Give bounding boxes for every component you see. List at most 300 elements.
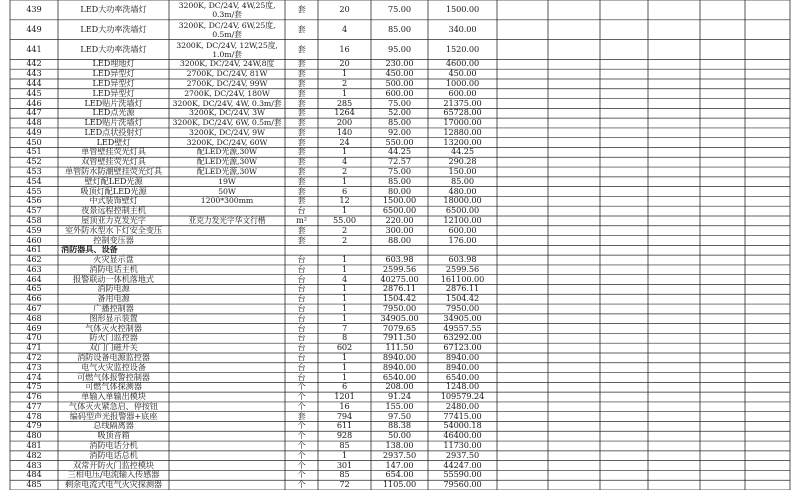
cell-spec: 2700K, DC/24V, 180W xyxy=(184,88,270,98)
cell-qty: 1 xyxy=(341,372,348,382)
cell-no: 485 xyxy=(26,480,42,490)
cell-name: 可燃气体探测器 xyxy=(85,382,142,392)
cell-no: 457 xyxy=(26,206,42,216)
cell-amount: 67123.00 xyxy=(443,343,482,353)
cell-spec xyxy=(169,441,285,451)
cell-spec: 3200K, DC/24V, 3W xyxy=(189,108,265,118)
cell-qty: 1 xyxy=(341,264,348,274)
cell-price: 8940.00 xyxy=(382,362,417,372)
cell-spec: 50W xyxy=(218,186,236,196)
cell-no: 471 xyxy=(26,343,42,353)
table-row xyxy=(0,118,800,128)
cell-no: 461 xyxy=(26,245,42,255)
cell-name: 图形显示装置 xyxy=(89,313,138,323)
cell-qty: 8 xyxy=(341,333,348,343)
cell-name: 消防电话主机 xyxy=(89,264,138,274)
cell-no: 456 xyxy=(26,196,42,206)
cell-amount: 161100.00 xyxy=(440,274,485,284)
cell-no: 483 xyxy=(26,460,42,470)
cell-spec: 亚克力发光字华文行楷 xyxy=(188,215,266,225)
cell-no: 484 xyxy=(26,470,42,480)
cell-name: 夜景远程控制主机 xyxy=(81,206,146,216)
cell-price: 97.50 xyxy=(388,411,411,421)
cell-amount: 600.00 xyxy=(448,88,477,98)
cell-qty: 1 xyxy=(341,362,348,372)
cell-amount: 79560.00 xyxy=(443,480,482,490)
cell-unit: 台 xyxy=(297,362,306,372)
cell-amount: 6500.00 xyxy=(445,206,480,216)
table-row xyxy=(0,89,800,99)
cell-amount xyxy=(428,245,497,255)
cell-price: 220.00 xyxy=(385,215,414,225)
cell-price: 52.00 xyxy=(388,108,411,118)
cell-amount: 6540.00 xyxy=(445,372,480,382)
cell-amount: 109579.24 xyxy=(440,392,485,402)
table-row xyxy=(0,236,800,246)
cell-amount: 450.00 xyxy=(448,69,477,79)
cell-unit: 套 xyxy=(297,167,306,177)
cell-unit: 套 xyxy=(297,196,306,206)
cell-price: 91.24 xyxy=(388,392,411,402)
cell-unit: 台 xyxy=(297,294,306,304)
cell-price: 654.00 xyxy=(385,470,414,480)
cell-price: 80.00 xyxy=(388,186,411,196)
table-row xyxy=(0,333,800,343)
cell-spec: 3200K, DC/24V, 9W xyxy=(189,127,265,137)
cell-qty: 1 xyxy=(341,255,348,265)
cell-no: 479 xyxy=(26,421,42,431)
cell-name: LED贴片洗墙灯 xyxy=(84,98,143,108)
cell-qty: 1 xyxy=(341,352,348,362)
cell-qty: 1 xyxy=(341,313,348,323)
cell-amount: 55590.00 xyxy=(443,470,482,480)
cell-no: 464 xyxy=(26,274,42,284)
cell-price: 1105.00 xyxy=(382,480,417,490)
cell-name: 控制变压器 xyxy=(93,235,134,245)
cell-no: 460 xyxy=(26,235,42,245)
cell-qty: 85 xyxy=(339,441,350,451)
cell-unit: 台 xyxy=(297,304,306,314)
cell-name: 备用电源 xyxy=(97,294,130,304)
cell-spec xyxy=(169,451,285,461)
cell-no: 444 xyxy=(26,78,42,88)
cell-name: 可燃气体报警控制器 xyxy=(77,372,150,382)
cell-amount: 85.00 xyxy=(451,176,474,186)
table-row xyxy=(0,470,800,480)
cell-amount: 2937.50 xyxy=(445,450,480,460)
cell-name: LED埋地灯 xyxy=(92,59,135,69)
cell-unit: 套 xyxy=(297,98,306,108)
cell-qty: 2 xyxy=(341,225,348,235)
cell-qty: 55.00 xyxy=(333,215,356,225)
cell-no: 476 xyxy=(26,392,42,402)
cell-qty: 1 xyxy=(341,294,348,304)
cell-price: 147.00 xyxy=(385,460,414,470)
cell-no: 472 xyxy=(26,352,42,362)
table-row xyxy=(0,343,800,353)
cell-unit: 套 xyxy=(297,59,306,69)
cell-price xyxy=(371,245,428,255)
cell-unit: 台 xyxy=(297,255,306,265)
cell-qty: 928 xyxy=(336,431,353,441)
cell-qty: 16 xyxy=(339,401,350,411)
cell-name: 防火门监控器 xyxy=(89,333,138,343)
cell-no: 455 xyxy=(26,186,42,196)
cell-unit: 套 xyxy=(297,4,306,14)
cell-amount: 2876.11 xyxy=(445,284,480,294)
cell-no: 462 xyxy=(26,255,42,265)
cell-spec xyxy=(169,304,285,314)
section-row xyxy=(0,245,800,255)
cell-price: 550.00 xyxy=(385,137,414,147)
cell-amount: 1520.00 xyxy=(445,43,480,54)
cell-no: 454 xyxy=(26,176,42,186)
table-row xyxy=(0,20,800,40)
table-row xyxy=(0,187,800,197)
cell-no: 475 xyxy=(26,382,42,392)
table-row xyxy=(0,59,800,69)
cell-unit: 套 xyxy=(297,88,306,98)
cell-qty: 1 xyxy=(341,88,348,98)
cell-amount: 603.98 xyxy=(448,255,477,265)
cell-unit: 套 xyxy=(297,225,306,235)
cell-name: LED异型灯 xyxy=(92,69,135,79)
cell-amount: 7950.00 xyxy=(445,304,480,314)
cell-price: 88.00 xyxy=(388,235,411,245)
cell-amount: 21375.00 xyxy=(443,98,482,108)
cell-unit: 个 xyxy=(297,401,306,411)
cell-no: 449 xyxy=(26,23,42,34)
cell-unit: 个 xyxy=(297,450,306,460)
table-row xyxy=(0,138,800,148)
cell-name: 壁灯配LED光源 xyxy=(84,176,143,186)
table-row xyxy=(0,363,800,373)
cell-unit: 台 xyxy=(297,313,306,323)
cell-amount: 1248.00 xyxy=(445,382,480,392)
cell-spec: 2700K, DC/24V, 81W xyxy=(186,69,268,79)
cell-no: 451 xyxy=(26,147,42,157)
cell-amount: 63292.00 xyxy=(443,333,482,343)
table-row xyxy=(0,314,800,324)
cell-no: 441 xyxy=(26,43,42,54)
cell-unit: 个 xyxy=(297,470,306,480)
cell-name: 火灾显示盘 xyxy=(93,255,134,265)
table-row xyxy=(0,206,800,216)
cell-amount: 11730.00 xyxy=(443,441,482,451)
cell-amount: 17000.00 xyxy=(443,118,482,128)
cell-amount: 12880.00 xyxy=(443,127,482,137)
cell-price: 75.00 xyxy=(388,167,411,177)
cell-spec xyxy=(169,363,285,373)
table-row xyxy=(0,284,800,294)
table-row xyxy=(0,147,800,157)
cell-unit: 套 xyxy=(297,235,306,245)
cell-amount: 176.00 xyxy=(448,235,477,245)
cell-qty xyxy=(318,245,371,255)
cell-price: 44.25 xyxy=(388,147,411,157)
table-row xyxy=(0,226,800,236)
cell-unit: 套 xyxy=(297,186,306,196)
cell-name: 室外防水型水下灯安全变压 xyxy=(64,225,163,235)
cell-spec xyxy=(169,314,285,324)
cell-no: 445 xyxy=(26,88,42,98)
table-row xyxy=(0,177,800,187)
cell-price: 75.00 xyxy=(388,98,411,108)
cell-unit: 套 xyxy=(297,78,306,88)
cell-unit: m² xyxy=(296,215,307,225)
table-row xyxy=(0,196,800,206)
table-row xyxy=(0,69,800,79)
cell-amount: 1500.00 xyxy=(445,4,480,14)
cell-spec: 3200K, DC/24V, 4W, 0.3m/套 xyxy=(172,98,282,108)
cell-name: 消防设备电源监控器 xyxy=(77,352,150,362)
cell-name: LED点状投射灯 xyxy=(84,127,143,137)
cell-no: 446 xyxy=(26,98,42,108)
cell-unit: 个 xyxy=(297,431,306,441)
cell-qty: 301 xyxy=(336,460,353,470)
cell-price: 138.00 xyxy=(385,441,414,451)
cell-price: 450.00 xyxy=(385,69,414,79)
cell-unit: 套 xyxy=(297,411,306,421)
cell-amount: 2480.00 xyxy=(445,401,480,411)
cell-name: 总线隔离器 xyxy=(93,421,134,431)
cell-amount: 77415.00 xyxy=(443,411,482,421)
cell-price: 603.98 xyxy=(385,255,414,265)
cell-name: LED大功率洗墙灯 xyxy=(80,23,147,34)
cell-spec xyxy=(169,353,285,363)
cell-name: 消防电源 xyxy=(97,284,130,294)
cell-unit: 个 xyxy=(297,480,306,490)
cell-unit: 台 xyxy=(297,372,306,382)
cell-price: 111.50 xyxy=(385,343,414,353)
cell-price: 85.00 xyxy=(388,176,411,186)
cell-spec: 3200K, DC/24V, 12W,25度, 1.0m/套 xyxy=(176,40,278,59)
table-row xyxy=(0,421,800,431)
cell-name: 气体灭火紧急启、停按钮 xyxy=(69,401,158,411)
cell-spec xyxy=(169,275,285,285)
cell-price: 6500.00 xyxy=(382,206,417,216)
cell-no: 442 xyxy=(26,59,42,69)
cell-name: LED贴片洗墙灯 xyxy=(84,118,143,128)
cell-price: 2876.11 xyxy=(382,284,417,294)
cell-price: 208.00 xyxy=(385,382,414,392)
cell-name: 单输入单输出模块 xyxy=(81,392,146,402)
cell-amount: 49557.55 xyxy=(443,323,482,333)
cell-qty: 16 xyxy=(339,43,350,54)
cell-spec xyxy=(169,412,285,422)
cell-name: 中式装饰壁灯 xyxy=(89,196,138,206)
table-row xyxy=(0,265,800,275)
cell-qty: 20 xyxy=(339,4,350,14)
table-row xyxy=(0,79,800,89)
cell-amount: 1504.42 xyxy=(445,294,480,304)
cell-qty: 200 xyxy=(336,118,353,128)
table-row xyxy=(0,128,800,138)
cell-price: 6540.00 xyxy=(382,372,417,382)
cell-qty: 1 xyxy=(341,206,348,216)
cell-no: 477 xyxy=(26,401,42,411)
cell-unit: 个 xyxy=(297,460,306,470)
cell-amount: 290.28 xyxy=(448,157,477,167)
table-row xyxy=(0,324,800,334)
cell-spec xyxy=(169,245,285,255)
cell-unit: 台 xyxy=(297,274,306,284)
cell-unit: 套 xyxy=(297,108,306,118)
cell-qty: 1201 xyxy=(334,392,355,402)
cell-name: 消防电话分机 xyxy=(89,441,138,451)
table-row xyxy=(0,0,800,20)
cell-unit: 套 xyxy=(297,43,306,54)
cell-unit: 套 xyxy=(297,127,306,137)
cell-amount: 54000.18 xyxy=(443,421,482,431)
cell-qty: 2 xyxy=(341,235,348,245)
cell-price: 34905.00 xyxy=(380,313,419,323)
cell-name: 消防电话总机 xyxy=(89,450,138,460)
table-row xyxy=(0,461,800,471)
cell-spec xyxy=(169,421,285,431)
cell-price: 85.00 xyxy=(388,23,411,34)
cell-amount: 8940.00 xyxy=(445,362,480,372)
cell-spec xyxy=(169,294,285,304)
cell-no: 453 xyxy=(26,167,42,177)
cell-amount: 46400.00 xyxy=(443,431,482,441)
cell-price: 7911.50 xyxy=(382,333,417,343)
table-row xyxy=(0,157,800,167)
cell-spec xyxy=(169,255,285,265)
cell-spec xyxy=(169,226,285,236)
cell-no: 452 xyxy=(26,157,42,167)
cell-price: 75.00 xyxy=(388,4,411,14)
cell-name: LED点光源 xyxy=(92,108,135,118)
cell-qty: 140 xyxy=(336,127,353,137)
cell-spec xyxy=(169,324,285,334)
table-row xyxy=(0,441,800,451)
cell-amount: 2599.56 xyxy=(445,264,480,274)
cell-spec: 配LED光源,30W xyxy=(197,167,257,177)
cell-no: 470 xyxy=(26,333,42,343)
cell-price: 600.00 xyxy=(385,88,414,98)
cell-qty: 602 xyxy=(336,343,353,353)
cell-unit: 套 xyxy=(297,176,306,186)
cell-unit: 套 xyxy=(297,137,306,147)
cell-amount: 44247.00 xyxy=(443,460,482,470)
cell-qty: 4 xyxy=(341,157,348,167)
cell-qty: 85 xyxy=(339,470,350,480)
cell-unit: 台 xyxy=(297,264,306,274)
cell-spec xyxy=(169,373,285,383)
cell-unit: 套 xyxy=(297,157,306,167)
cell-amount: 340.00 xyxy=(448,23,477,34)
cell-spec: 3200K, DC/24V, 60W xyxy=(186,137,268,147)
cell-price: 72.57 xyxy=(388,157,411,167)
cell-qty: 72 xyxy=(339,480,350,490)
cell-name: 编码型声光报警器+底座 xyxy=(69,411,158,421)
cell-amount: 18000.00 xyxy=(443,196,482,206)
cell-no: 439 xyxy=(26,4,42,14)
cell-unit: 套 xyxy=(297,118,306,128)
cell-qty: 1 xyxy=(341,450,348,460)
cell-price: 7950.00 xyxy=(382,304,417,314)
cell-unit xyxy=(285,245,318,255)
cell-qty: 6 xyxy=(341,186,348,196)
cell-unit: 台 xyxy=(297,333,306,343)
cell-unit: 台 xyxy=(297,343,306,353)
cell-qty: 1 xyxy=(341,147,348,157)
table-row xyxy=(0,373,800,383)
cell-price: 1500.00 xyxy=(382,196,417,206)
cell-qty: 794 xyxy=(336,411,353,421)
cell-unit: 台 xyxy=(297,352,306,362)
cell-no: 480 xyxy=(26,431,42,441)
cell-price: 7079.65 xyxy=(382,323,417,333)
cell-qty: 1 xyxy=(341,69,348,79)
cell-qty: 285 xyxy=(336,98,353,108)
table-row xyxy=(0,108,800,118)
table-row xyxy=(0,304,800,314)
cell-name: 气体灭火控制器 xyxy=(85,323,142,333)
cell-qty: 12 xyxy=(339,196,350,206)
cell-amount: 1000.00 xyxy=(445,78,480,88)
table-row xyxy=(0,275,800,285)
cell-qty: 1264 xyxy=(334,108,355,118)
cell-unit: 个 xyxy=(297,421,306,431)
cell-spec: 3200K, DC/24V, 24W,8度 xyxy=(179,59,275,69)
cell-no: 463 xyxy=(26,264,42,274)
cell-unit: 台 xyxy=(297,284,306,294)
cell-no: 481 xyxy=(26,441,42,451)
table-row xyxy=(0,167,800,177)
table-row xyxy=(0,216,800,226)
cell-qty: 2 xyxy=(341,78,348,88)
cell-price: 2937.50 xyxy=(382,450,417,460)
cell-amount: 12100.00 xyxy=(443,215,482,225)
cell-spec xyxy=(169,382,285,392)
cell-unit: 套 xyxy=(297,69,306,79)
cell-qty: 2 xyxy=(341,167,348,177)
cell-no: 450 xyxy=(26,137,42,147)
cell-spec xyxy=(169,392,285,402)
cell-spec: 3200K, DC/24V, 6W,25度, 0.5m/套 xyxy=(178,20,276,40)
table-row xyxy=(0,392,800,402)
cell-no: 482 xyxy=(26,450,42,460)
cell-price: 1504.42 xyxy=(382,294,417,304)
table-row xyxy=(0,451,800,461)
cell-price: 50.00 xyxy=(388,431,411,441)
cell-name: 屋顶亚力克发光字 xyxy=(81,215,146,225)
cell-spec: 3200K, DC/24V, 6W, 0.5m/套 xyxy=(172,118,282,128)
cell-no: 473 xyxy=(26,362,42,372)
cell-name: 电气火灾监控设备 xyxy=(81,362,146,372)
cell-spec xyxy=(169,206,285,216)
cell-name: 报警联动一体机落地式 xyxy=(73,274,154,284)
cell-no: 474 xyxy=(26,372,42,382)
table-row xyxy=(0,255,800,265)
cell-qty: 6 xyxy=(341,382,348,392)
cell-spec xyxy=(169,431,285,441)
cell-spec xyxy=(169,265,285,275)
cell-name: 三相电压/电流输入传感器 xyxy=(67,470,160,480)
cell-spec xyxy=(169,343,285,353)
cell-amount: 44.25 xyxy=(451,147,474,157)
cell-unit: 台 xyxy=(297,323,306,333)
cell-amount: 34905.00 xyxy=(443,313,482,323)
cell-no: 458 xyxy=(26,215,42,225)
cell-qty: 611 xyxy=(336,421,353,431)
cell-name: LED大功率洗墙灯 xyxy=(80,4,147,14)
table-row xyxy=(0,480,800,490)
cell-spec: 配LED光源,30W xyxy=(197,157,257,167)
cell-qty: 4 xyxy=(341,274,348,284)
